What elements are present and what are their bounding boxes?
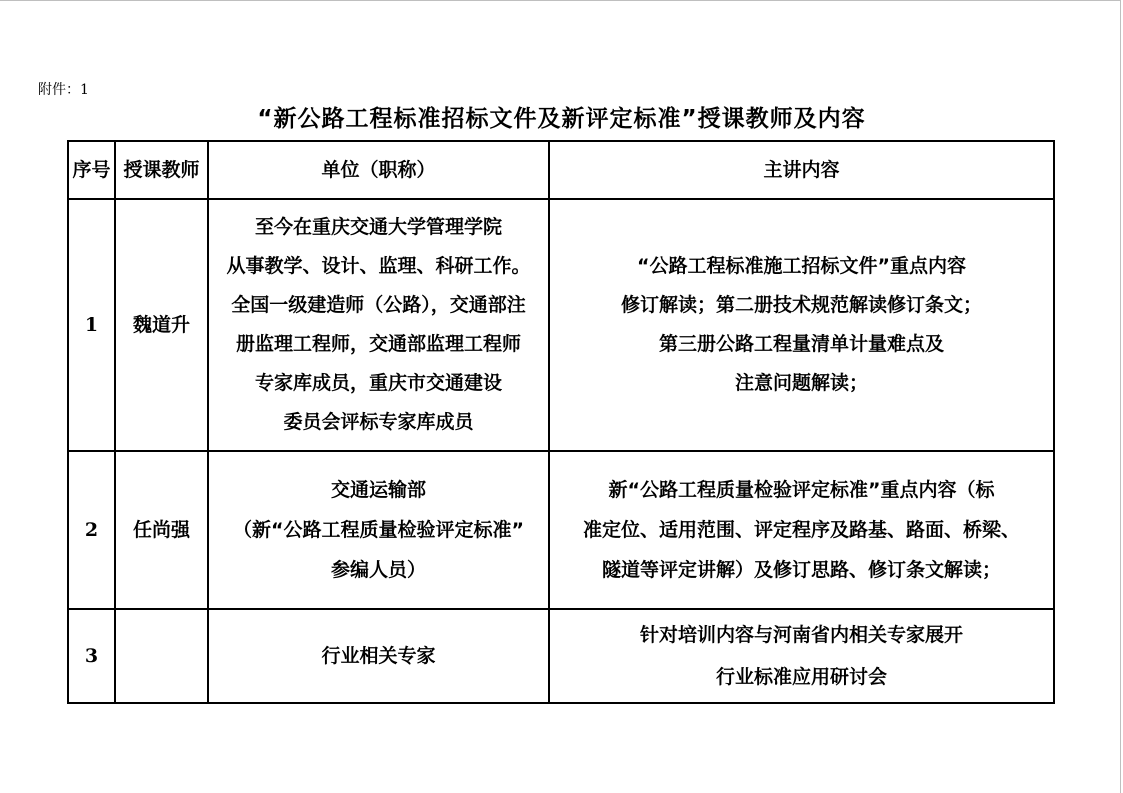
unit-line: （新“公路工程质量检验评定标准” <box>233 519 524 541</box>
unit-line: 行业相关专家 <box>321 645 436 667</box>
header-content: 主讲内容 <box>549 141 1054 199</box>
header-teacher: 授课教师 <box>115 141 208 199</box>
instructor-table <box>67 140 1055 704</box>
table-header-row <box>68 141 1054 199</box>
content-line: 第三册公路工程量清单计量难点及 <box>658 333 944 355</box>
row-unit <box>208 609 549 703</box>
row-no: 1 <box>68 199 115 451</box>
content-line: “公路工程标准施工招标文件”重点内容 <box>637 255 966 277</box>
content-line: 针对培训内容与河南省内相关专家展开 <box>639 624 963 646</box>
row-content <box>549 451 1054 609</box>
unit-line: 至今在重庆交通大学管理学院 <box>254 216 502 238</box>
table-row <box>68 451 1054 609</box>
content-line: 新“公路工程质量检验评定标准”重点内容（标 <box>608 479 995 501</box>
row-no: 2 <box>68 451 115 609</box>
content-line: 隧道等评定讲解）及修订思路、修订条文解读； <box>601 559 1001 581</box>
row-teacher <box>115 609 208 703</box>
content-line: 行业标准应用研讨会 <box>715 666 887 688</box>
unit-line: 交通运输部 <box>330 479 426 501</box>
row-unit <box>208 199 549 451</box>
unit-line: 专家库成员，重庆市交通建设 <box>254 372 502 394</box>
unit-line: 全国一级建造师（公路），交通部注 <box>231 294 526 316</box>
unit-line: 册监理工程师，交通部监理工程师 <box>235 333 521 355</box>
header-no: 序号 <box>68 141 115 199</box>
unit-line: 参编人员） <box>330 559 426 581</box>
row-content <box>549 609 1054 703</box>
unit-line: 从事教学、设计、监理、科研工作。 <box>226 255 531 277</box>
page-title: “新公路工程标准招标文件及新评定标准”授课教师及内容 <box>257 106 866 132</box>
row-no: 3 <box>68 609 115 703</box>
content-line: 注意问题解读； <box>734 372 868 394</box>
content-line: 准定位、适用范围、评定程序及路基、路面、桥梁、 <box>582 519 1020 541</box>
table-row <box>68 609 1054 703</box>
header-unit: 单位（职称） <box>208 141 549 199</box>
row-content <box>549 199 1054 451</box>
row-teacher: 任尚强 <box>115 451 208 609</box>
row-teacher: 魏道升 <box>115 199 208 451</box>
unit-line: 委员会评标专家库成员 <box>283 411 474 433</box>
content-line: 修订解读；第二册技术规范解读修订条文； <box>620 294 982 316</box>
row-unit <box>208 451 549 609</box>
table-row <box>68 199 1054 451</box>
attachment-label: 附件：1 <box>38 82 89 98</box>
